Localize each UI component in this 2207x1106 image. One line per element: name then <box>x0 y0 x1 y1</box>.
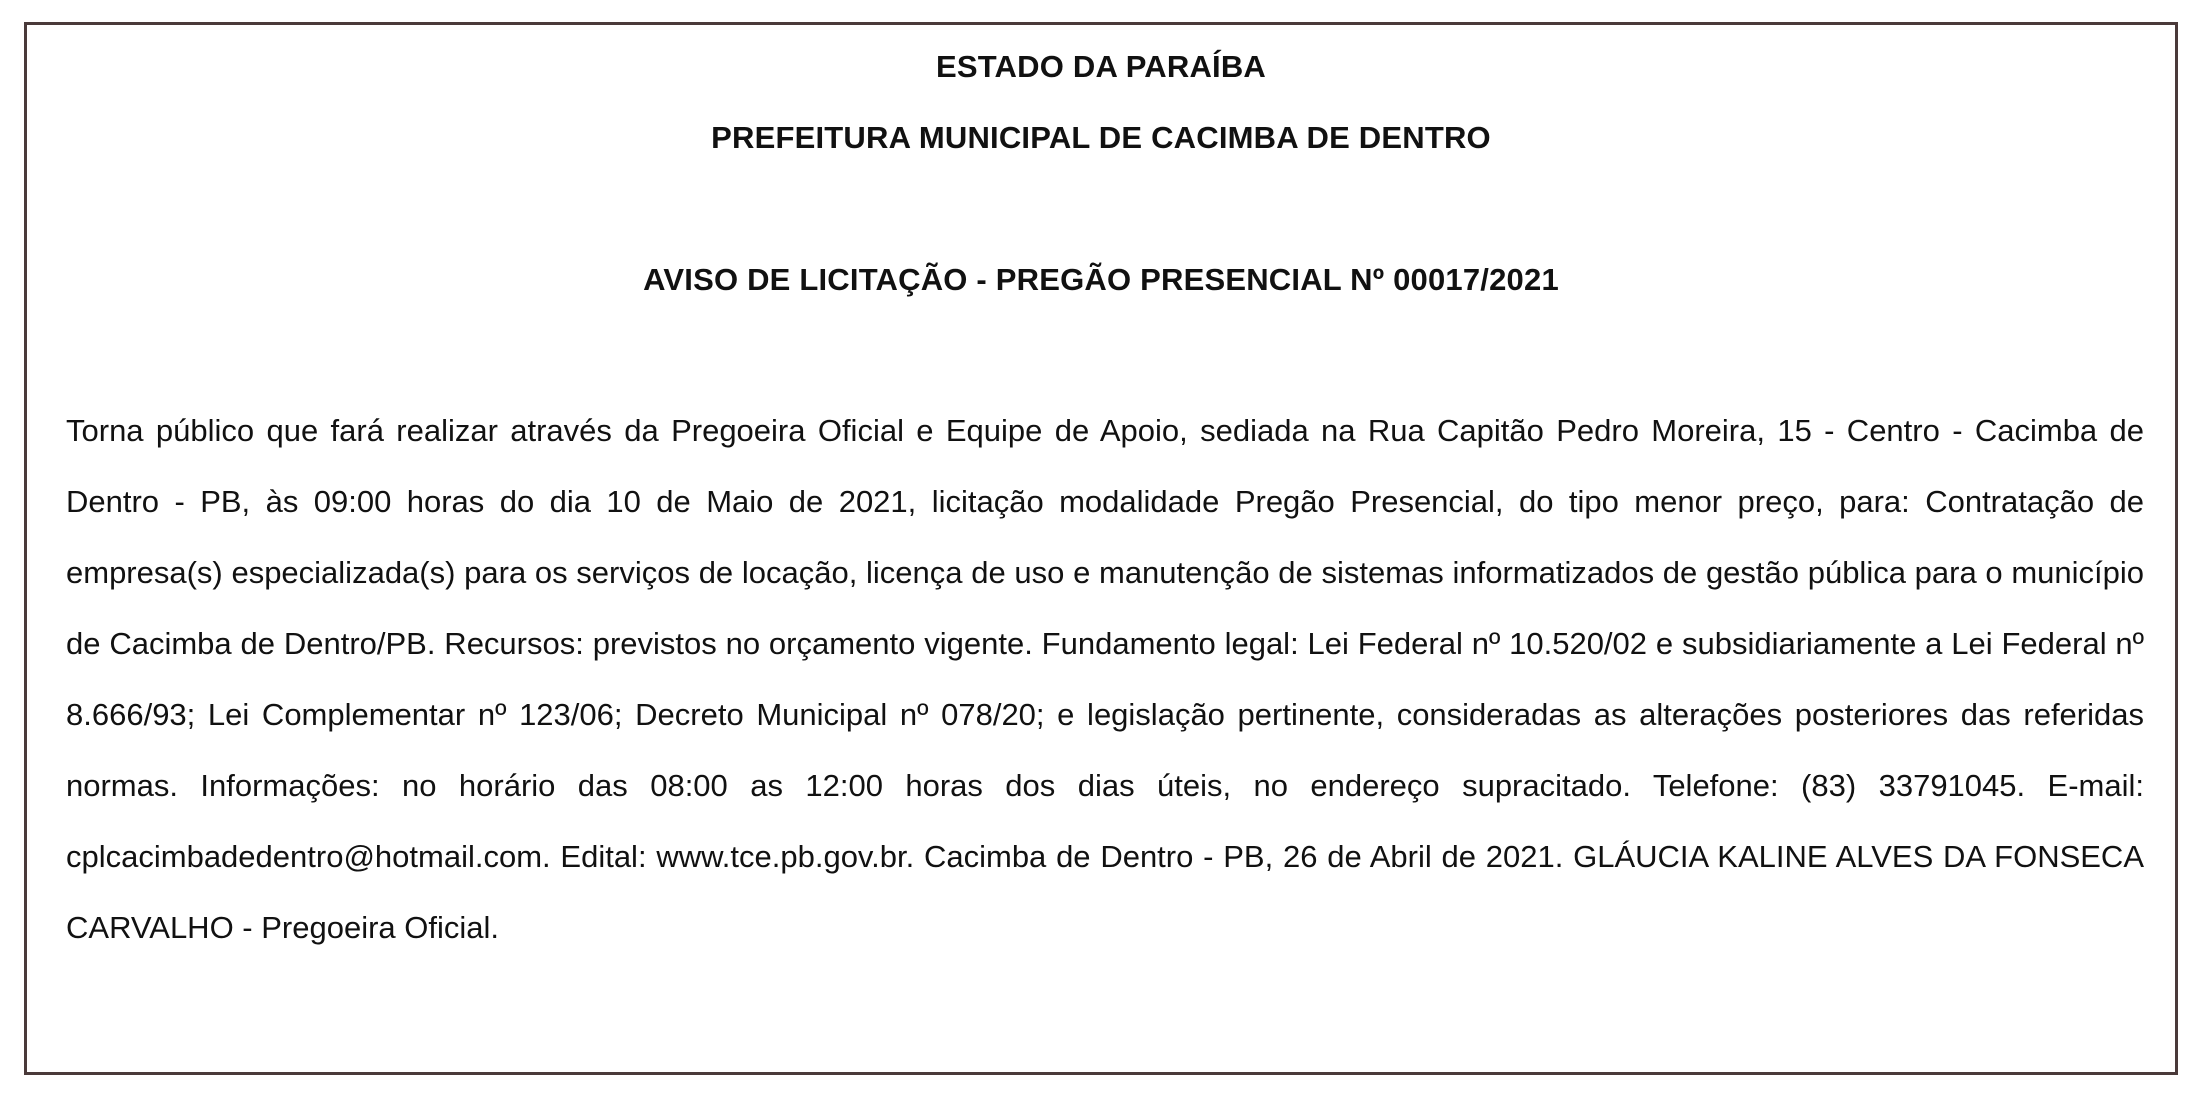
notice-title: AVISO DE LICITAÇÃO - PREGÃO PRESENCIAL Nº 00017/2021 <box>643 262 1559 297</box>
state-heading: ESTADO DA PARAÍBA <box>935 49 1267 84</box>
notice-body-text: Torna público que fará realizar através da Pregoeira Oficial e Equipe de Apoio, sediada na Rua Capitão Pedro Moreira, 15 - Centro - Cacimba de Dentro - PB, às 09:00 horas do dia 10 de Maio de 2021, licitação modalidade Pregão Presencial, do tipo menor preço, para: Contratação de empresa(s) especializada(s) para os serviços de locação, licença de uso e manutenção de sistemas informatizados de gestão pública para o município de Cacimba de Dentro/PB. Recursos: previstos no orçamento vigente. Fundamento legal: Lei Federal nº 10.520/02 e subsidiariamente a Lei Federal nº 8.666/93; Lei Complementar nº 123/06; Decreto Municipal nº 078/20; e legislação pertinente, consideradas as alterações posteriores das referidas normas. Informações: no horário das 08:00 as 12:00 horas dos dias úteis, no endereço supracitado. Telefone: (83) 33791045. E-mail: cplcacimbadedentro@hotmail.com. Edital: www.tce.pb.gov.br. Cacimba de Dentro - PB, 26 de Abril de 2021. GLÁUCIA KALINE ALVES DA FONSECA CARVALHO - Pregoeira Oficial. <box>66 413 2144 945</box>
prefecture-heading: PREFEITURA MUNICIPAL DE CACIMBA DE DENTRO <box>711 120 1491 155</box>
notice-frame <box>24 22 2178 1075</box>
